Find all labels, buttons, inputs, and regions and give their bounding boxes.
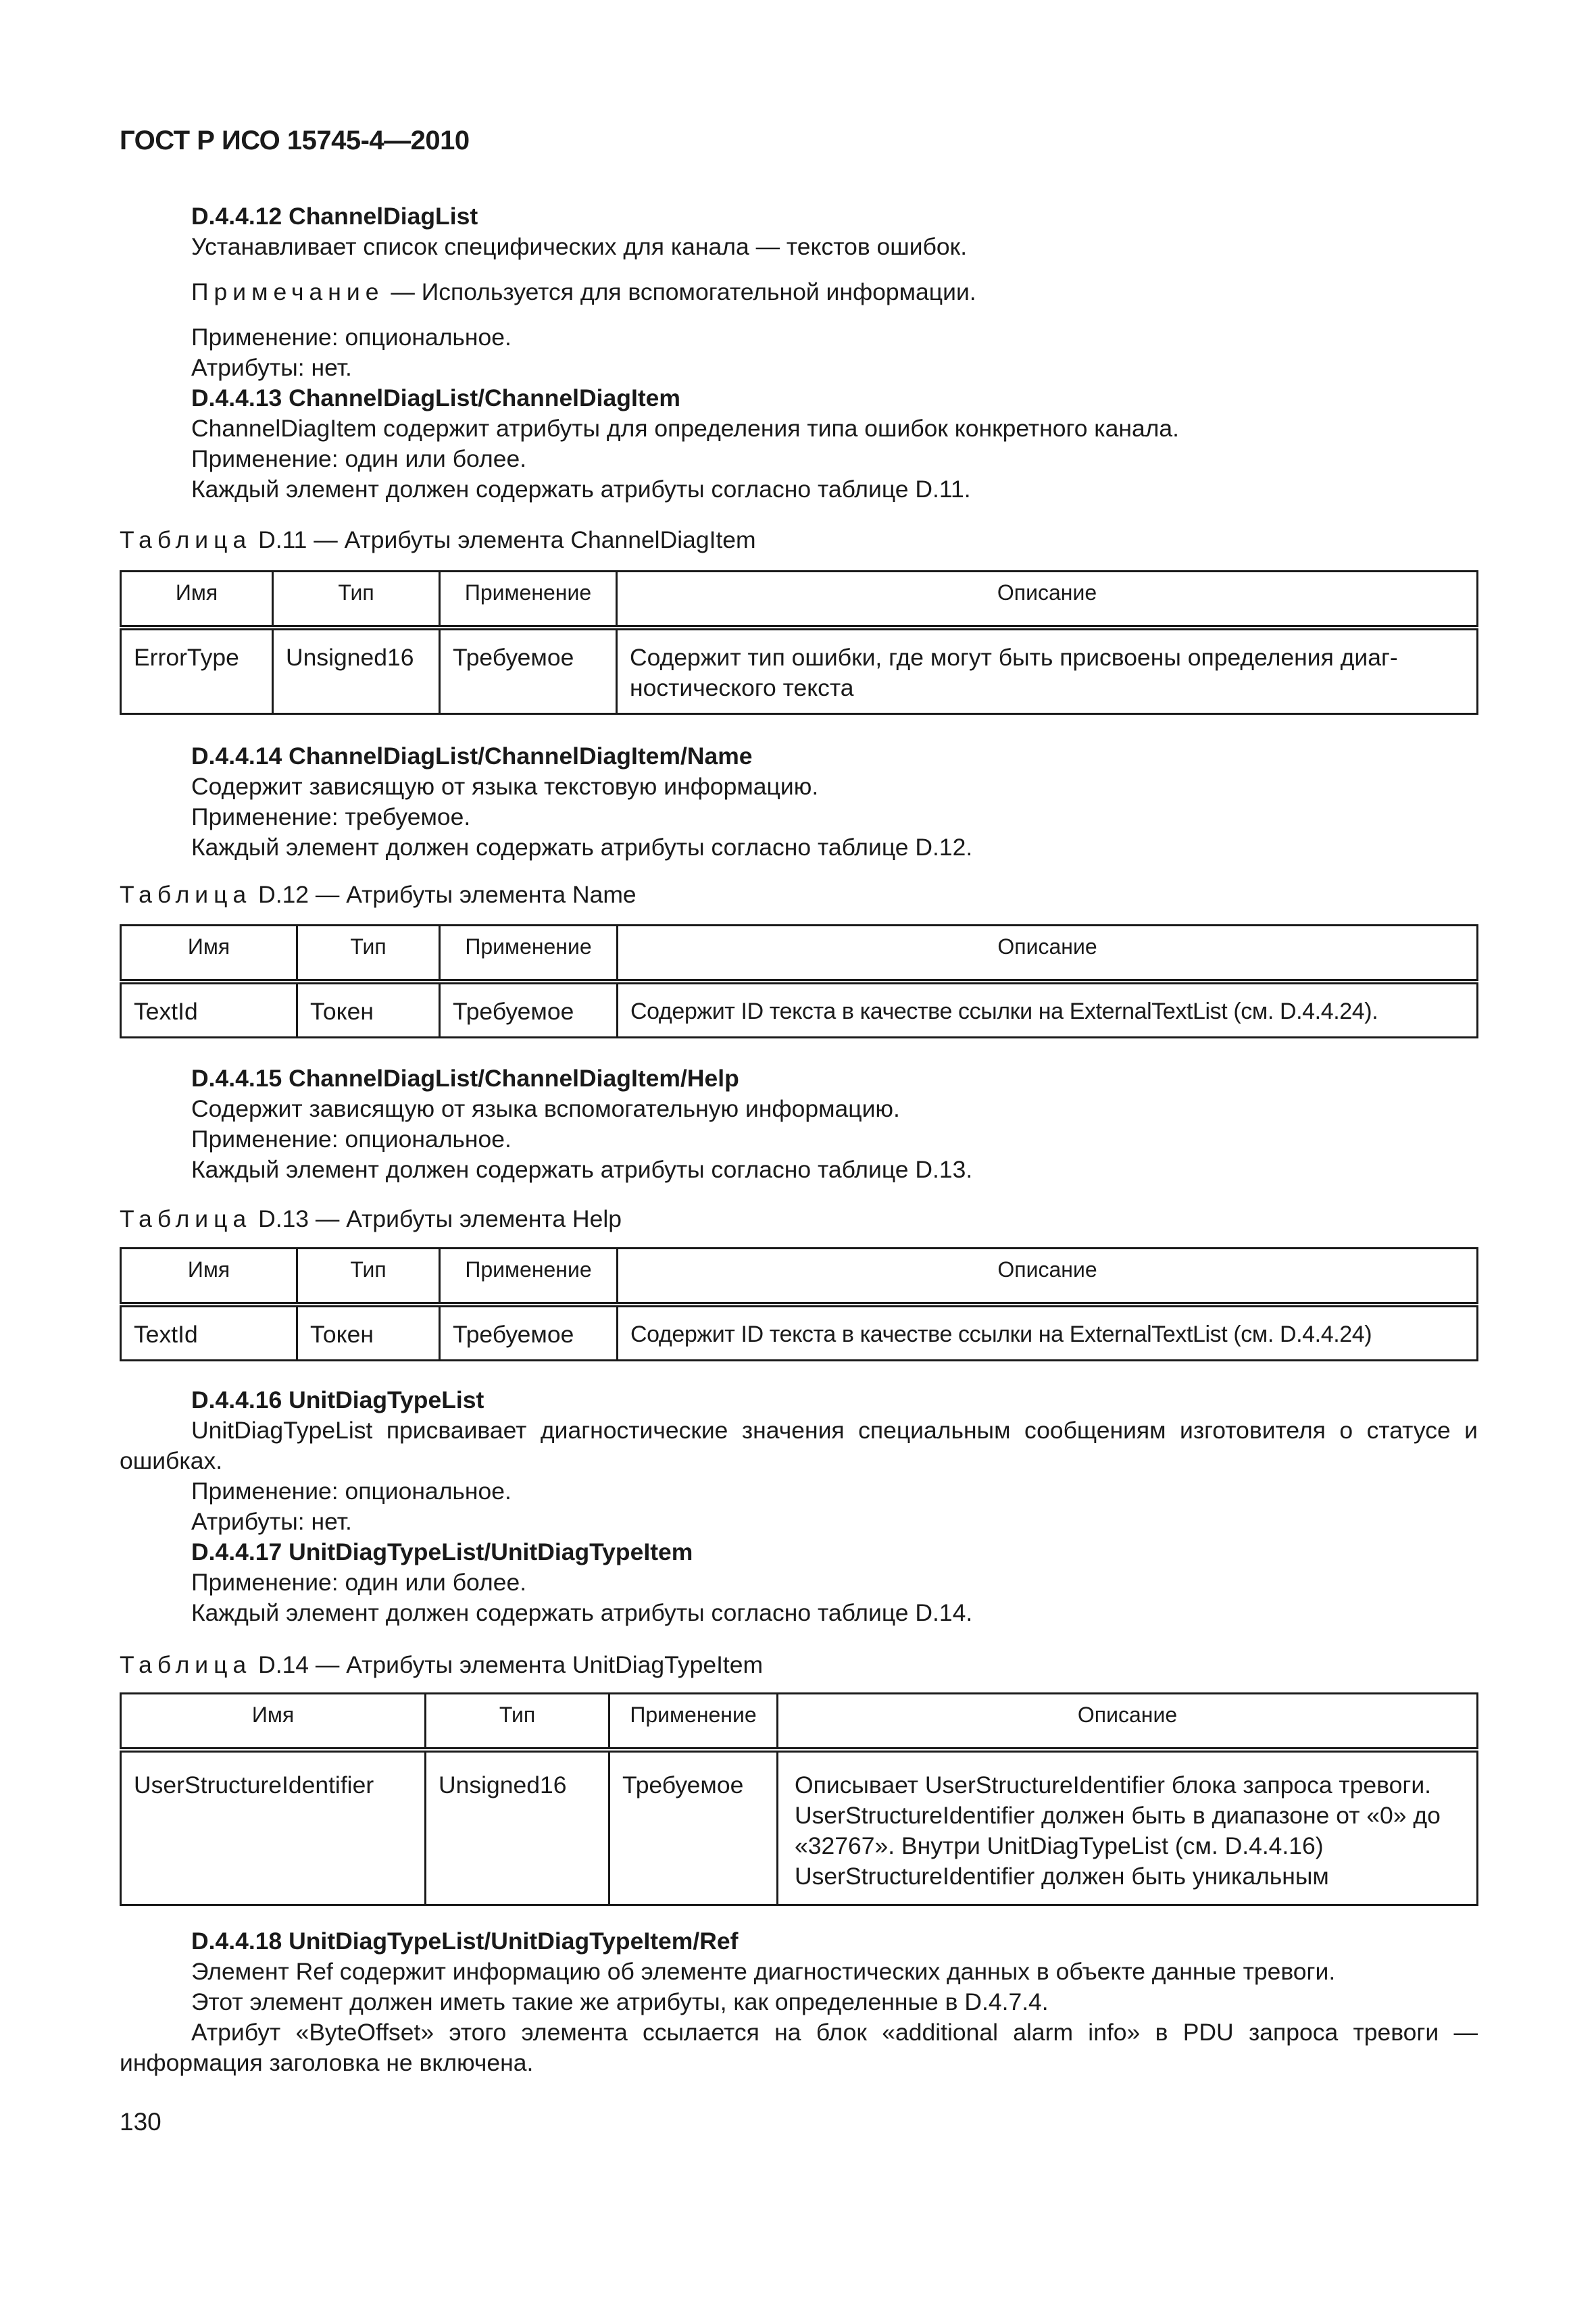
paragraph: Содержит зависящую от языка вспомогательную информацию. — [191, 1095, 900, 1122]
paragraph: Атрибуты: нет. — [191, 1508, 352, 1535]
page-number: 130 — [120, 2108, 161, 2136]
table-cell: Требуемое — [440, 1305, 618, 1361]
caption-text: D.12 — Атрибуты элемента Name — [251, 881, 637, 908]
section-title: D.4.4.17 UnitDiagTypeList/UnitDiagTypeItem — [191, 1538, 693, 1565]
table-cell: Unsigned16 — [273, 628, 440, 714]
table-cell: Требуемое — [440, 628, 617, 714]
section-title: D.4.4.14 ChannelDiagList/ChannelDiagItem/Name — [191, 743, 753, 770]
note-label: Примечание — [191, 278, 384, 305]
caption-text: D.14 — Атрибуты элемента UnitDiagTypeItem — [251, 1651, 764, 1678]
table-cell: Требуемое — [440, 982, 618, 1038]
table-cell: Описывает UserStructureIdentifier блока запроса тревоги. UserStructureIdentifier должен быть в диапазоне от «0» до «32767». Внутри UnitDiagTypeList (см. D.4.4.16) UserStructureIdentifier должен быть уникальным — [778, 1750, 1478, 1905]
section-title: D.4.4.15 ChannelDiagList/ChannelDiagItem/Help — [191, 1065, 739, 1092]
table-caption-d14 — [120, 1650, 1478, 1680]
paragraph: Этот элемент должен иметь такие же атрибуты, как определенные в D.4.7.4. — [191, 1988, 1049, 2015]
table-cell: UserStructureIdentifier — [121, 1750, 426, 1905]
paragraph: Каждый элемент должен содержать атрибуты согласно таблице D.14. — [191, 1599, 973, 1626]
table-cell: Unsigned16 — [426, 1750, 609, 1905]
column-header: Имя — [121, 1249, 297, 1305]
section-title: D.4.4.13 ChannelDiagList/ChannelDiagItem — [191, 384, 680, 411]
section-d4416 — [120, 1385, 1478, 1628]
table-cell: TextId — [121, 982, 297, 1038]
section-d4418 — [120, 1926, 1478, 2078]
document-header: ГОСТ Р ИСО 15745-4—2010 — [120, 126, 470, 155]
table-cell: Содержит тип ошибки, где могут быть присвоены определения диагностического текста — [617, 628, 1478, 714]
table-row — [121, 982, 1478, 1038]
paragraph: Каждый элемент должен содержать атрибуты согласно таблице D.12. — [191, 834, 973, 861]
section-title: D.4.4.12 ChannelDiagList — [191, 203, 478, 230]
column-header: Тип — [426, 1694, 609, 1751]
table-d11 — [120, 570, 1478, 715]
section-d4412 — [120, 201, 1478, 505]
table-cell: Требуемое — [609, 1750, 778, 1905]
caption-text: D.11 — Атрибуты элемента ChannelDiagItem — [251, 526, 756, 553]
column-header: Имя — [121, 926, 297, 982]
table-d13 — [120, 1247, 1478, 1361]
table-d12 — [120, 924, 1478, 1038]
paragraph: Каждый элемент должен содержать атрибуты согласно таблице D.13. — [191, 1156, 973, 1183]
paragraph: Применение: опциональное. — [191, 324, 512, 351]
note — [120, 277, 1478, 307]
paragraph: Применение: опциональное. — [191, 1126, 512, 1153]
table-header-row — [121, 926, 1478, 982]
table-row — [121, 1305, 1478, 1361]
paragraph: Применение: опциональное. — [191, 1478, 512, 1505]
paragraph: Устанавливает список специфических для канала — текстов ошибок. — [191, 233, 968, 260]
paragraph: Применение: один или более. — [191, 1569, 527, 1596]
paragraph: Каждый элемент должен содержать атрибуты согласно таблице D.11. — [191, 476, 971, 503]
table-caption-d13 — [120, 1204, 1478, 1234]
table-header-row — [121, 572, 1478, 628]
table-row — [121, 1750, 1478, 1905]
table-cell: Содержит ID текста в качестве ссылки на ExternalTextList (см. D.4.4.24) — [618, 1305, 1478, 1361]
column-header: Тип — [297, 926, 440, 982]
column-header: Имя — [121, 1694, 426, 1751]
caption-label: Таблица — [120, 881, 252, 908]
caption-label: Таблица — [120, 526, 252, 553]
table-caption-d11 — [120, 525, 1478, 555]
column-header: Тип — [297, 1249, 440, 1305]
table-cell: ErrorType — [121, 628, 273, 714]
table-cell: Токен — [297, 1305, 440, 1361]
paragraph: Применение: один или более. — [191, 445, 527, 472]
column-header: Имя — [121, 572, 273, 628]
section-title: D.4.4.16 UnitDiagTypeList — [191, 1386, 484, 1413]
caption-label: Таблица — [120, 1205, 252, 1232]
table-header-row — [121, 1249, 1478, 1305]
paragraph: Содержит зависящую от языка текстовую информацию. — [191, 773, 819, 800]
column-header: Применение — [440, 1249, 618, 1305]
paragraph: Применение: требуемое. — [191, 803, 471, 830]
table-caption-d12 — [120, 880, 1478, 910]
caption-text: D.13 — Атрибуты элемента Help — [251, 1205, 622, 1232]
column-header: Тип — [273, 572, 440, 628]
caption-label: Таблица — [120, 1651, 252, 1678]
section-d4415 — [120, 1063, 1478, 1185]
column-header: Описание — [778, 1694, 1478, 1751]
paragraph: Элемент Ref содержит информацию об элементе диагностических данных в объекте данные тревоги. — [191, 1958, 1336, 1985]
column-header: Применение — [609, 1694, 778, 1751]
table-header-row — [121, 1694, 1478, 1751]
section-d4414 — [120, 741, 1478, 863]
column-header: Описание — [618, 1249, 1478, 1305]
column-header: Описание — [617, 572, 1478, 628]
paragraph: Атрибуты: нет. — [191, 354, 352, 381]
table-d14 — [120, 1692, 1478, 1906]
paragraph: Атрибут «ByteOffset» этого элемента ссылается на блок «additional alarm info» в PDU запроса тревоги — информация заголовка не включена. — [120, 2019, 1478, 2076]
note-text: — Используется для вспомогательной информации. — [384, 278, 976, 305]
table-cell: Содержит ID текста в качестве ссылки на ExternalTextList (см. D.4.4.24). — [618, 982, 1478, 1038]
table-cell: TextId — [121, 1305, 297, 1361]
column-header: Применение — [440, 926, 618, 982]
table-cell: Токен — [297, 982, 440, 1038]
column-header: Описание — [618, 926, 1478, 982]
table-row — [121, 628, 1478, 714]
section-title: D.4.4.18 UnitDiagTypeList/UnitDiagTypeItem/Ref — [191, 1928, 739, 1955]
paragraph: ChannelDiagItem содержит атрибуты для определения типа ошибок конкретного канала. — [191, 415, 1180, 442]
paragraph: UnitDiagTypeList присваивает диагностические значения специальным сообщениям изготовителя о статусе и ошибках. — [120, 1417, 1478, 1474]
column-header: Применение — [440, 572, 617, 628]
